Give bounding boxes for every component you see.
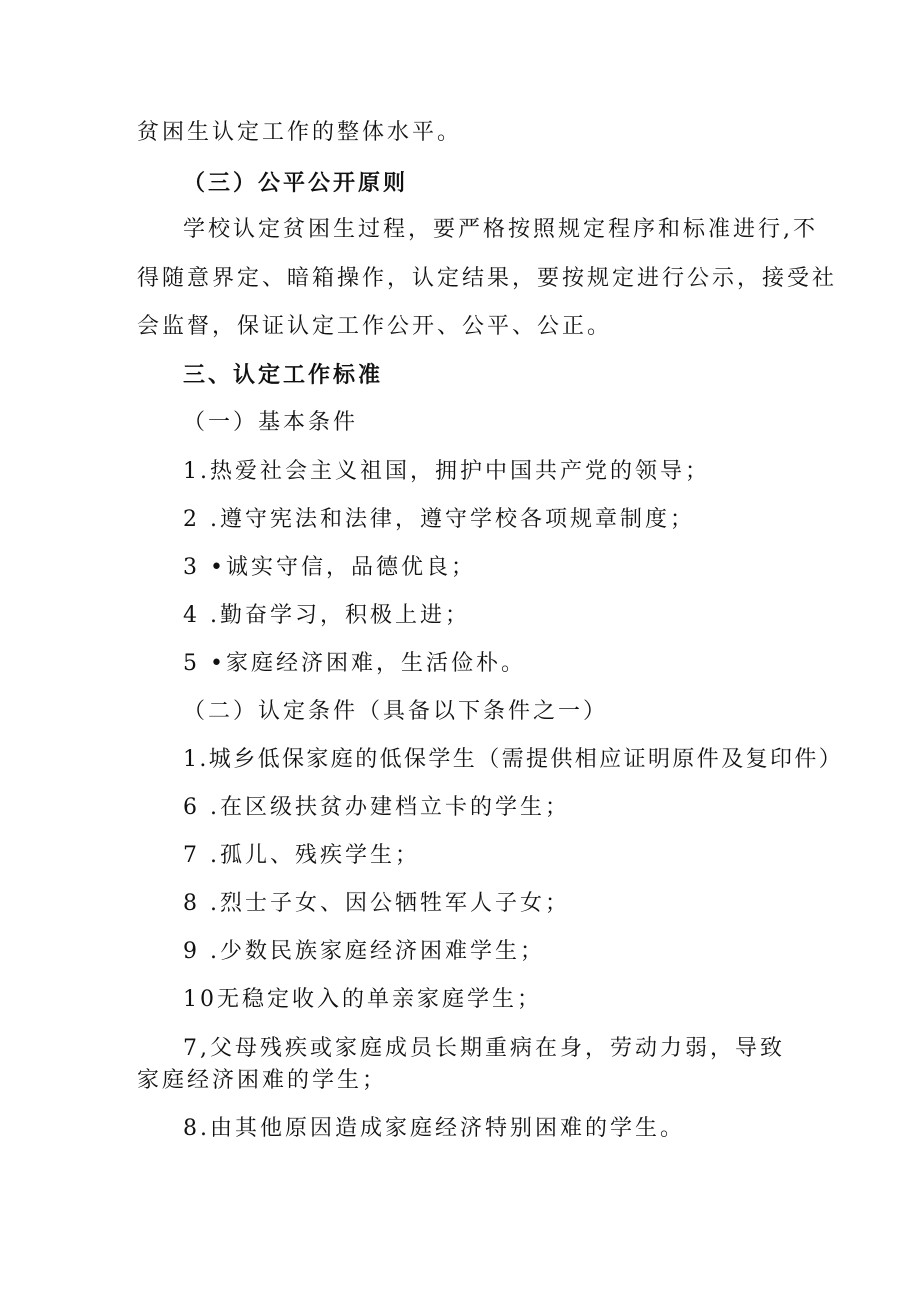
list-item-continuation: 家庭经济困难的学生； — [137, 1068, 388, 1093]
subsection-heading: （一）基本条件 — [183, 410, 359, 435]
section-heading: （三）公平公开原则 — [183, 170, 409, 196]
paragraph-line: 学校认定贫困生过程，要严格按照规定程序和标准进行,不 — [183, 217, 818, 242]
section-heading: 三、认定工作标准 — [183, 362, 384, 388]
list-item: 5 •家庭经济困难，生活俭朴。 — [183, 651, 526, 676]
list-item: 8.由其他原因造成家庭经济特别困难的学生。 — [183, 1116, 685, 1141]
list-item: 1.城乡低保家庭的低保学生（需提供相应证明原件及复印件） — [183, 747, 844, 772]
list-item: 4 .勤奋学习，积极上进； — [183, 603, 470, 628]
list-item: 1.热爱社会主义祖国，拥护中国共产党的领导； — [183, 459, 710, 484]
list-item: 7,父母残疾或家庭成员长期重病在身，劳动力弱，导致 — [183, 1036, 785, 1061]
subsection-heading: （二）认定条件（具备以下条件之一） — [183, 699, 609, 724]
list-item: 8 .烈士子女、因公牺牲军人子女； — [183, 891, 570, 916]
list-item: 2 .遵守宪法和法律，遵守学校各项规章制度； — [183, 507, 695, 532]
list-item: 3 •诚实守信，品德优良； — [183, 555, 476, 580]
paragraph-line: 得随意界定、暗箱操作，认定结果，要按规定进行公示，接受社 — [137, 266, 838, 291]
list-item: 7 .孤儿、残疾学生； — [183, 843, 420, 868]
list-item: 10无稳定收入的单亲家庭学生； — [183, 987, 542, 1012]
list-item: 9 .少数民族家庭经济困难学生； — [183, 939, 545, 964]
list-item: 6 .在区级扶贫办建档立卡的学生； — [183, 795, 570, 820]
paragraph-line: 会监督，保证认定工作公开、公平、公正。 — [137, 314, 613, 339]
paragraph-line: 贫困生认定工作的整体水平。 — [137, 120, 463, 145]
